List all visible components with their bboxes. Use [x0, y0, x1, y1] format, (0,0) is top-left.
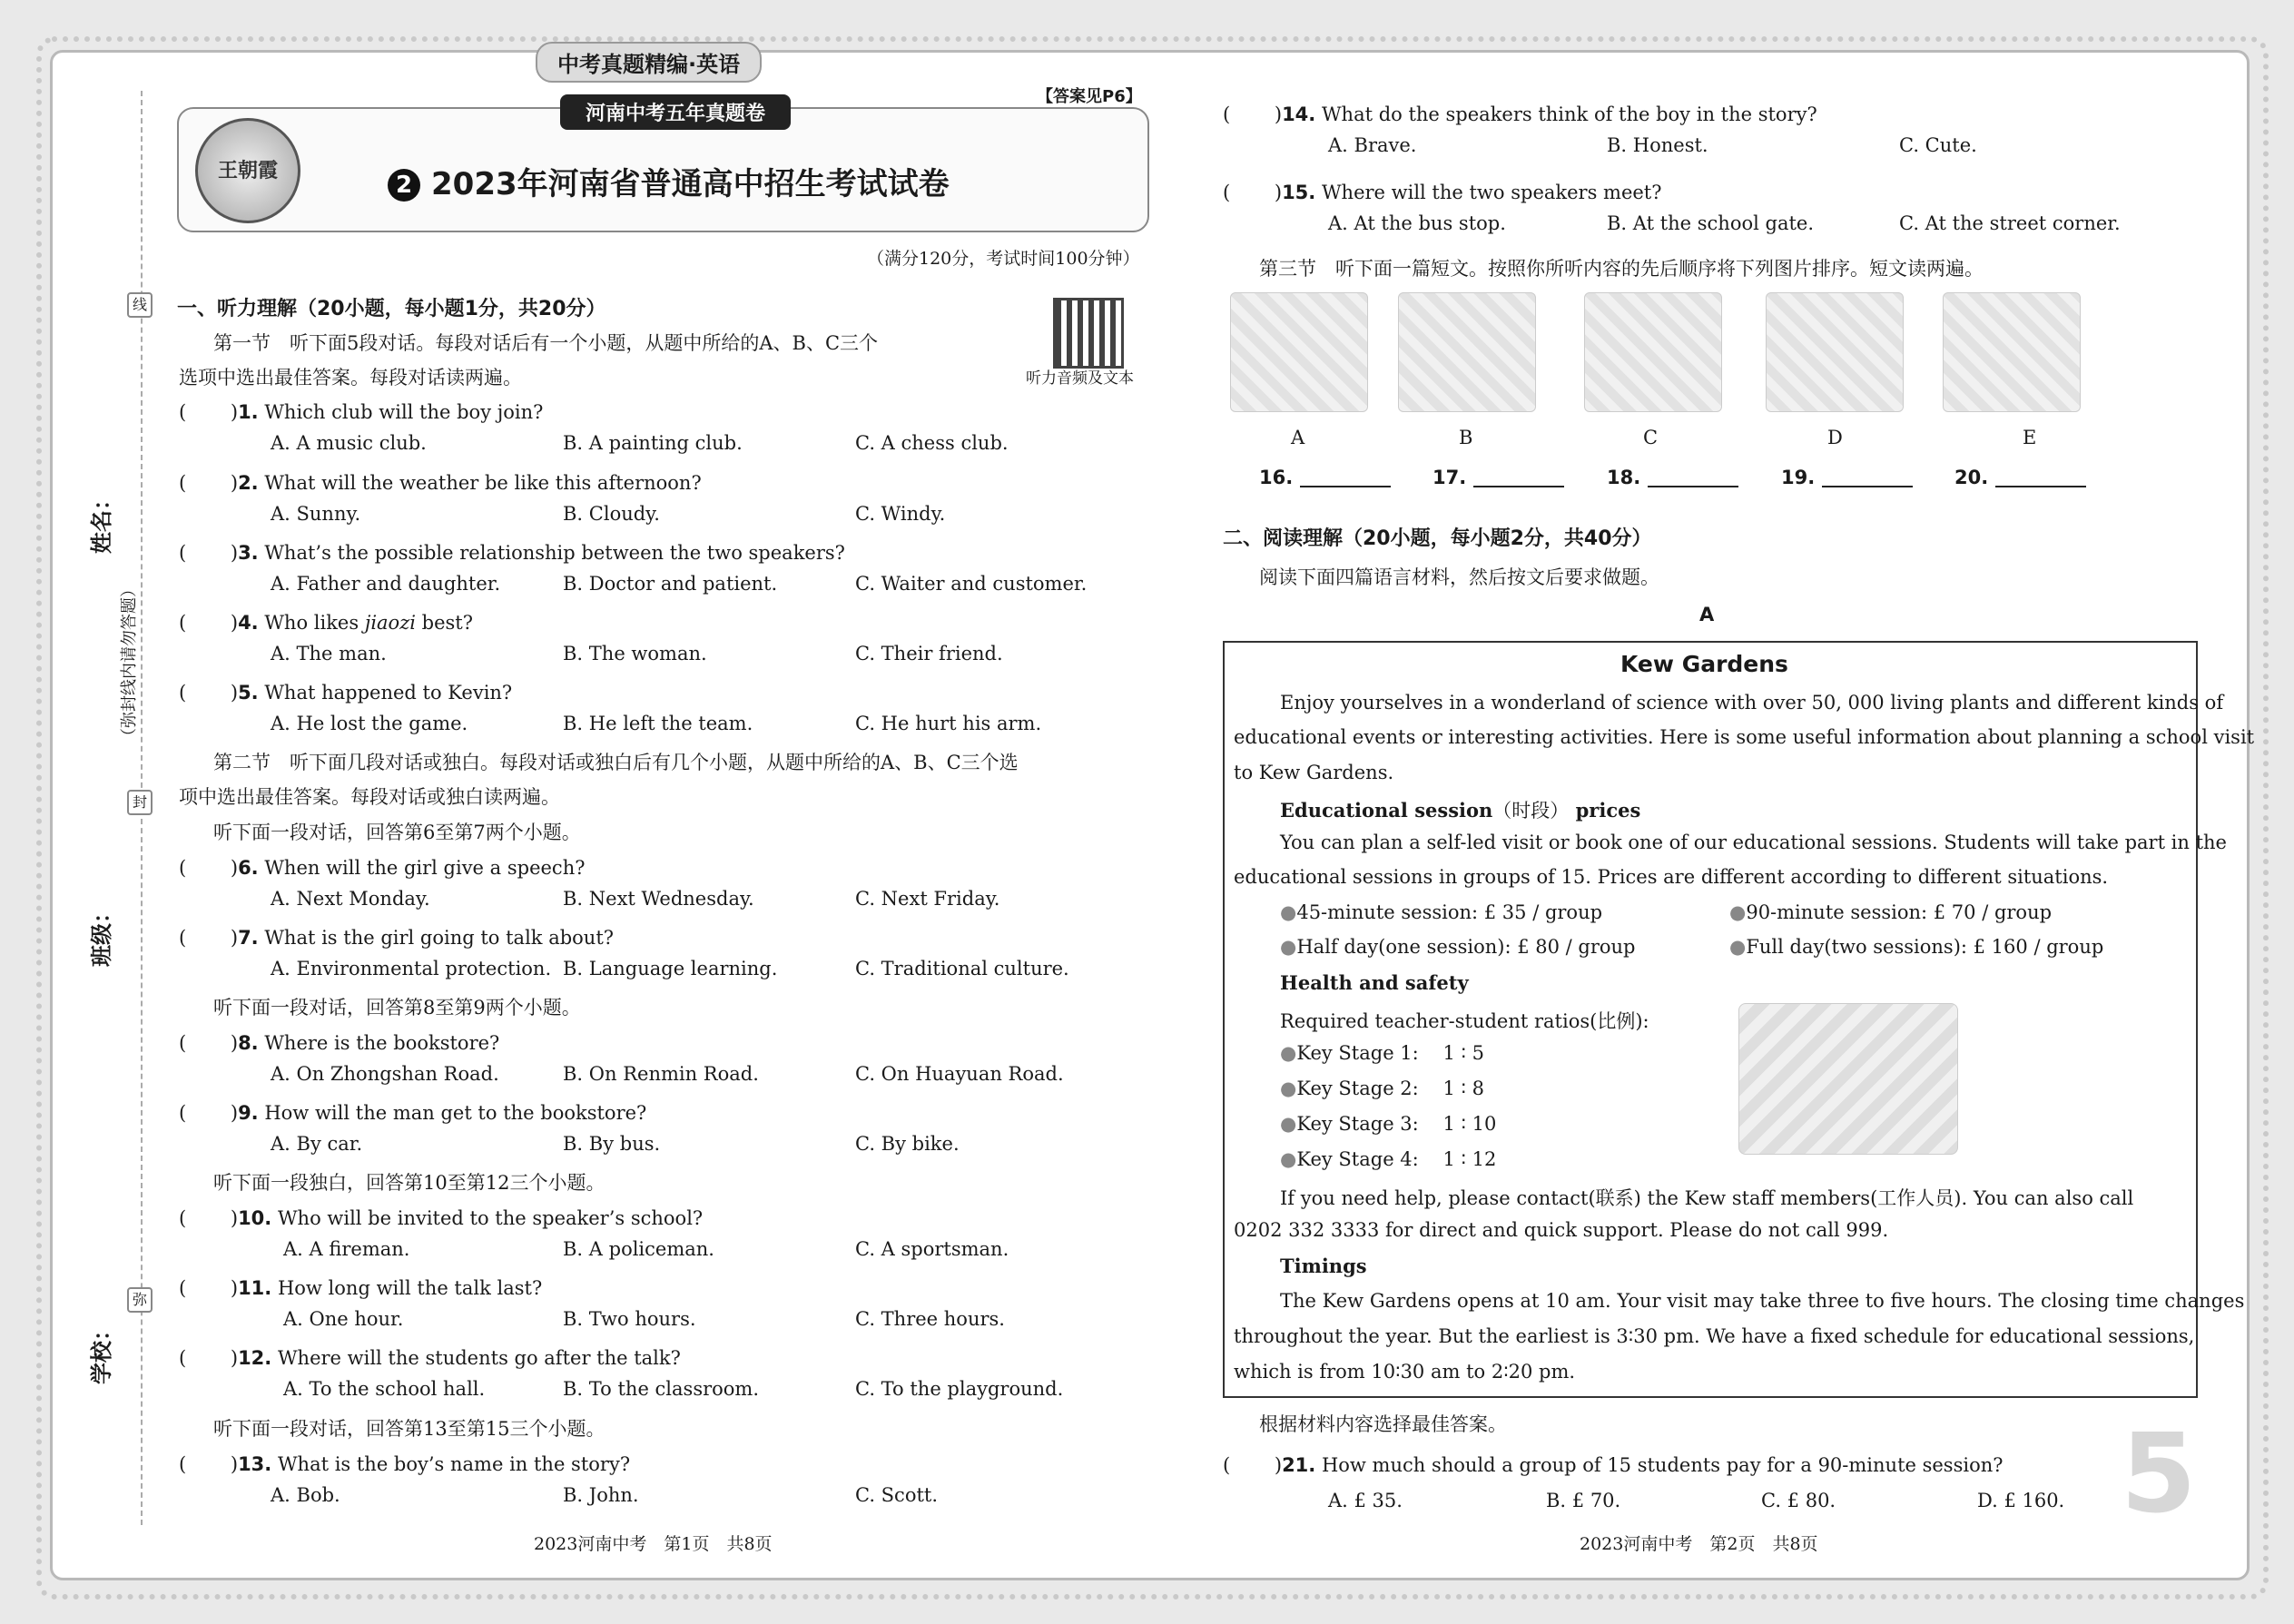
ratio-intro: Required teacher-student ratios(比例): [1280, 1010, 1649, 1032]
pic-label-a: A [1291, 427, 1305, 448]
option-8-b[interactable]: B. On Renmin Road. [563, 1063, 759, 1085]
footer-left: 2023河南中考 第1页 共8页 [534, 1534, 773, 1554]
pic-label-d: D [1827, 427, 1843, 448]
option-5-c[interactable]: C. He hurt his arm. [855, 713, 1042, 734]
ratio-item: ●Key Stage 4: 1 ∶ 12 [1280, 1148, 1497, 1170]
question-number: 14. [1282, 103, 1316, 125]
question-1: ( )1. Which club will the boy join? [179, 401, 544, 423]
passage-text: throughout the year. But the earliest is 3∶30 pm. We have a fixed schedule for educational sessions, [1234, 1325, 2195, 1347]
seal-warning: （弥封线内请勿答题） [120, 581, 139, 744]
option-5-b[interactable]: B. He left the team. [563, 713, 753, 734]
pic-label-c: C [1643, 427, 1659, 448]
question-text: Which club will the boy join? [264, 401, 544, 423]
option-15-c[interactable]: C. At the street corner. [1899, 212, 2121, 234]
passage-text: educational events or interesting activities. Here is some useful information about planning a school visit [1234, 726, 2255, 748]
question-21: ( )21. How much should a group of 15 students pay for a 90-minute session? [1223, 1454, 2004, 1476]
option-8-a[interactable]: A. On Zhongshan Road. [271, 1063, 499, 1085]
question-number: 2. [238, 472, 259, 494]
question-text: What will the weather be like this afternoon? [264, 472, 702, 494]
option-14-a[interactable]: A. Brave. [1328, 134, 1417, 156]
option-21-c[interactable]: C. £ 80. [1761, 1490, 1836, 1511]
option-9-c[interactable]: C. By bike. [855, 1133, 960, 1155]
question-text: What is the boy’s name in the story? [277, 1453, 631, 1475]
blank-18[interactable]: 18. [1607, 466, 1738, 488]
option-1-a[interactable]: A. A music club. [271, 432, 427, 454]
question-text: When will the girl give a speech? [264, 857, 586, 879]
question-number: 12. [238, 1347, 272, 1369]
number-badge: 2 [388, 169, 420, 202]
question-number: 11. [238, 1277, 272, 1299]
heading-timings: Timings [1280, 1255, 1367, 1277]
footer-right: 2023河南中考 第2页 共8页 [1580, 1534, 1818, 1554]
question-text: How long will the talk last? [277, 1277, 543, 1299]
question-number: 5. [238, 682, 259, 704]
ratio-item: ●Key Stage 1: 1 ∶ 5 [1280, 1042, 1484, 1064]
question-number: 7. [238, 927, 259, 949]
option-6-a[interactable]: A. Next Monday. [271, 888, 430, 910]
question-2: ( )2. What will the weather be like this afternoon? [179, 472, 702, 494]
score-info: （满分120分，考试时间100分钟） [867, 249, 1140, 269]
passage-text: educational sessions in groups of 15. Prices are different according to different situations. [1234, 866, 2109, 888]
pic-label-b: B [1459, 427, 1473, 448]
question-15: ( )15. Where will the two speakers meet? [1223, 182, 1662, 203]
option-3-c[interactable]: C. Waiter and customer. [855, 573, 1088, 595]
picture-c [1584, 292, 1722, 412]
question-13: ( )13. What is the boy’s name in the story? [179, 1453, 631, 1475]
option-12-c[interactable]: C. To the playground. [855, 1378, 1064, 1400]
question-10: ( )10. Who will be invited to the speaker’s school? [179, 1207, 704, 1229]
part2-heading: 二、阅读理解（20小题，每小题2分，共40分） [1223, 527, 1652, 550]
seal-box-line: 线 [127, 292, 153, 318]
ratio-item: ●Key Stage 2: 1 ∶ 8 [1280, 1078, 1484, 1099]
part1-heading: 一、听力理解（20小题，每小题1分，共20分） [177, 298, 606, 320]
title-tag: 河南中考五年真题卷 [560, 94, 791, 130]
picture-a [1230, 292, 1368, 412]
option-7-a[interactable]: A. Environmental protection. [271, 958, 552, 979]
price-item: ●45-minute session: £ 35 / group [1280, 901, 1603, 923]
question-6: ( )6. When will the girl give a speech? [179, 857, 586, 879]
price-item: ●90-minute session: £ 70 / group [1729, 901, 2053, 923]
qr-caption: 听力音频及文本 [1026, 369, 1134, 388]
question-number: 3. [238, 542, 259, 564]
blank-20[interactable]: 20. [1954, 466, 2086, 488]
question-number: 1. [238, 401, 259, 423]
option-14-c[interactable]: C. Cute. [1899, 134, 1977, 156]
passage-text: You can plan a self-led visit or book one of our educational sessions. Students will take part in the [1280, 832, 2227, 853]
option-11-c[interactable]: C. Three hours. [855, 1308, 1005, 1330]
question-4: ( )4. Who likes jiaozi best? [179, 612, 474, 634]
option-4-a[interactable]: A. The man. [271, 643, 387, 664]
option-3-a[interactable]: A. Father and daughter. [271, 573, 501, 595]
price-item: ●Full day(two sessions): £ 160 / group [1729, 936, 2104, 958]
picture-e [1943, 292, 2081, 412]
seal-box-seal: 封 [127, 790, 153, 815]
question-5: ( )5. What happened to Kevin? [179, 682, 513, 704]
school-label: 学校： [89, 1319, 114, 1384]
inst-6-7: 听下面一段对话，回答第6至第7两个小题。 [213, 822, 581, 843]
page-number: 5 [2121, 1412, 2197, 1538]
question-number: 13. [238, 1453, 272, 1475]
option-11-b[interactable]: B. Two hours. [563, 1308, 696, 1330]
option-1-b[interactable]: B. A painting club. [563, 432, 743, 454]
option-10-c[interactable]: C. A sportsman. [855, 1238, 1009, 1260]
passage-text: which is from 10∶30 am to 2∶20 pm. [1234, 1361, 1576, 1383]
sec3-instruction: 第三节 听下面一篇短文。按照你所听内容的先后顺序将下列图片排序。短文读两遍。 [1259, 258, 1984, 280]
seal-box-mi: 弥 [127, 1287, 153, 1313]
option-11-a[interactable]: A. One hour. [283, 1308, 404, 1330]
question-3: ( )3. What’s the possible relationship between the two speakers? [179, 542, 845, 564]
question-8: ( )8. Where is the bookstore? [179, 1032, 500, 1054]
passage-text: If you need help, please contact(联系) the Kew staff members(工作人员). You can also call [1280, 1187, 2134, 1209]
blank-16[interactable]: 16. [1259, 466, 1391, 488]
answer-ref: 【答案见P6】 [1037, 87, 1142, 106]
question-number: 6. [238, 857, 259, 879]
question-text: Who likes jiaozi best? [264, 612, 474, 634]
option-7-c[interactable]: C. Traditional culture. [855, 958, 1069, 979]
heading-prices: Educational session（时段） prices [1280, 799, 1641, 822]
question-text: Who will be invited to the speaker’s school? [277, 1207, 704, 1229]
passage-text: The Kew Gardens opens at 10 am. Your visit may take three to five hours. The closing time changes [1280, 1290, 2245, 1312]
option-4-b[interactable]: B. The woman. [563, 643, 707, 664]
question-9: ( )9. How will the man get to the bookstore? [179, 1102, 647, 1124]
option-9-a[interactable]: A. By car. [271, 1133, 363, 1155]
option-5-a[interactable]: A. He lost the game. [271, 713, 468, 734]
option-13-c[interactable]: C. Scott. [855, 1484, 939, 1506]
option-7-b[interactable]: B. Language learning. [563, 958, 778, 979]
question-text: What happened to Kevin? [264, 682, 513, 704]
passage-text: Enjoy yourselves in a wonderland of science with over 50, 000 living plants and different kinds of [1280, 692, 2224, 714]
question-number: 8. [238, 1032, 259, 1054]
option-6-c[interactable]: C. Next Friday. [855, 888, 1000, 910]
question-text: What do the speakers think of the boy in the story? [1321, 103, 1817, 125]
question-11: ( )11. How long will the talk last? [179, 1277, 543, 1299]
question-number: 4. [238, 612, 259, 634]
blank-17[interactable]: 17. [1433, 466, 1564, 488]
question-text: What is the girl going to talk about? [264, 927, 615, 949]
question-12: ( )12. Where will the students go after the talk? [179, 1347, 681, 1369]
option-12-a[interactable]: A. To the school hall. [283, 1378, 486, 1400]
option-10-a[interactable]: A. A fireman. [283, 1238, 410, 1260]
option-3-b[interactable]: B. Doctor and patient. [563, 573, 778, 595]
question-text: Where will the students go after the talk? [277, 1347, 681, 1369]
option-4-c[interactable]: C. Their friend. [855, 643, 1003, 664]
option-1-c[interactable]: C. A chess club. [855, 432, 1009, 454]
option-15-b[interactable]: B. At the school gate. [1607, 212, 1815, 234]
picture-b [1398, 292, 1536, 412]
inst-13-15: 听下面一段对话，回答第13至第15三个小题。 [213, 1418, 605, 1440]
blank-19[interactable]: 19. [1781, 466, 1913, 488]
option-9-b[interactable]: B. By bus. [563, 1133, 661, 1155]
option-10-b[interactable]: B. A policeman. [563, 1238, 714, 1260]
option-2-c[interactable]: C. Windy. [855, 503, 946, 525]
question-text: How will the man get to the bookstore? [264, 1102, 647, 1124]
question-text: Where will the two speakers meet? [1321, 182, 1662, 203]
option-14-b[interactable]: B. Honest. [1607, 134, 1708, 156]
inst-10-12: 听下面一段独白，回答第10至第12三个小题。 [213, 1172, 605, 1194]
qr-code-icon[interactable] [1053, 298, 1124, 369]
part2-intro: 阅读下面四篇语言材料，然后按文后要求做题。 [1259, 566, 1659, 588]
passage-text: 0202 332 3333 for direct and quick support. Please do not call 999. [1234, 1219, 1889, 1241]
option-8-c[interactable]: C. On Huayuan Road. [855, 1063, 1064, 1085]
option-13-a[interactable]: A. Bob. [271, 1484, 340, 1506]
price-item: ●Half day(one session): £ 80 / group [1280, 936, 1636, 958]
ratio-item: ●Key Stage 3: 1 ∶ 10 [1280, 1113, 1497, 1135]
option-21-d[interactable]: D. £ 160. [1977, 1490, 2065, 1511]
question-text: What’s the possible relationship between the two speakers? [264, 542, 845, 564]
option-6-b[interactable]: B. Next Wednesday. [563, 888, 754, 910]
option-21-b[interactable]: B. £ 70. [1546, 1490, 1621, 1511]
inst-8-9: 听下面一段对话，回答第8至第9两个小题。 [213, 997, 581, 1019]
exam-title: 2 2023年河南省普通高中招生考试试卷 [388, 159, 950, 203]
option-13-b[interactable]: B. John. [563, 1484, 639, 1506]
option-2-a[interactable]: A. Sunny. [271, 503, 361, 525]
sec1-instruction: 第一节 听下面5段对话。每段对话后有一个小题，从题中所给的A、B、C三个 [213, 332, 879, 354]
question-number: 10. [238, 1207, 272, 1229]
choose-instruction: 根据材料内容选择最佳答案。 [1259, 1413, 1507, 1435]
sec1-instruction-2: 选项中选出最佳答案。每段对话读两遍。 [179, 367, 522, 389]
option-15-a[interactable]: A. At the bus stop. [1328, 212, 1506, 234]
pic-label-e: E [2023, 427, 2037, 448]
sec2-instruction: 第二节 听下面几段对话或独白。每段对话或独白后有几个小题，从题中所给的A、B、C三个选 [213, 752, 1019, 773]
picture-d [1766, 292, 1904, 412]
class-label: 班级： [89, 901, 114, 967]
section-a: A [1699, 604, 1715, 625]
series-label: 中考真题精编·英语 [536, 42, 762, 83]
garden-illustration [1738, 1003, 1958, 1155]
option-12-b[interactable]: B. To the classroom. [563, 1378, 760, 1400]
question-text: Where is the bookstore? [264, 1032, 500, 1054]
passage-title: Kew Gardens [1620, 651, 1788, 677]
title-box [177, 103, 1149, 232]
name-label: 姓名： [89, 488, 114, 554]
question-14: ( )14. What do the speakers think of the boy in the story? [1223, 103, 1817, 125]
publisher-seal: 王朝霞 [195, 118, 300, 223]
sec2-instruction-2: 项中选出最佳答案。每段对话或独白读两遍。 [179, 786, 560, 808]
question-number: 15. [1282, 182, 1316, 203]
question-number: 9. [238, 1102, 259, 1124]
heading-health: Health and safety [1280, 971, 1469, 994]
option-21-a[interactable]: A. £ 35. [1328, 1490, 1403, 1511]
passage-text: to Kew Gardens. [1234, 762, 1394, 783]
option-2-b[interactable]: B. Cloudy. [563, 503, 660, 525]
question-7: ( )7. What is the girl going to talk about? [179, 927, 615, 949]
